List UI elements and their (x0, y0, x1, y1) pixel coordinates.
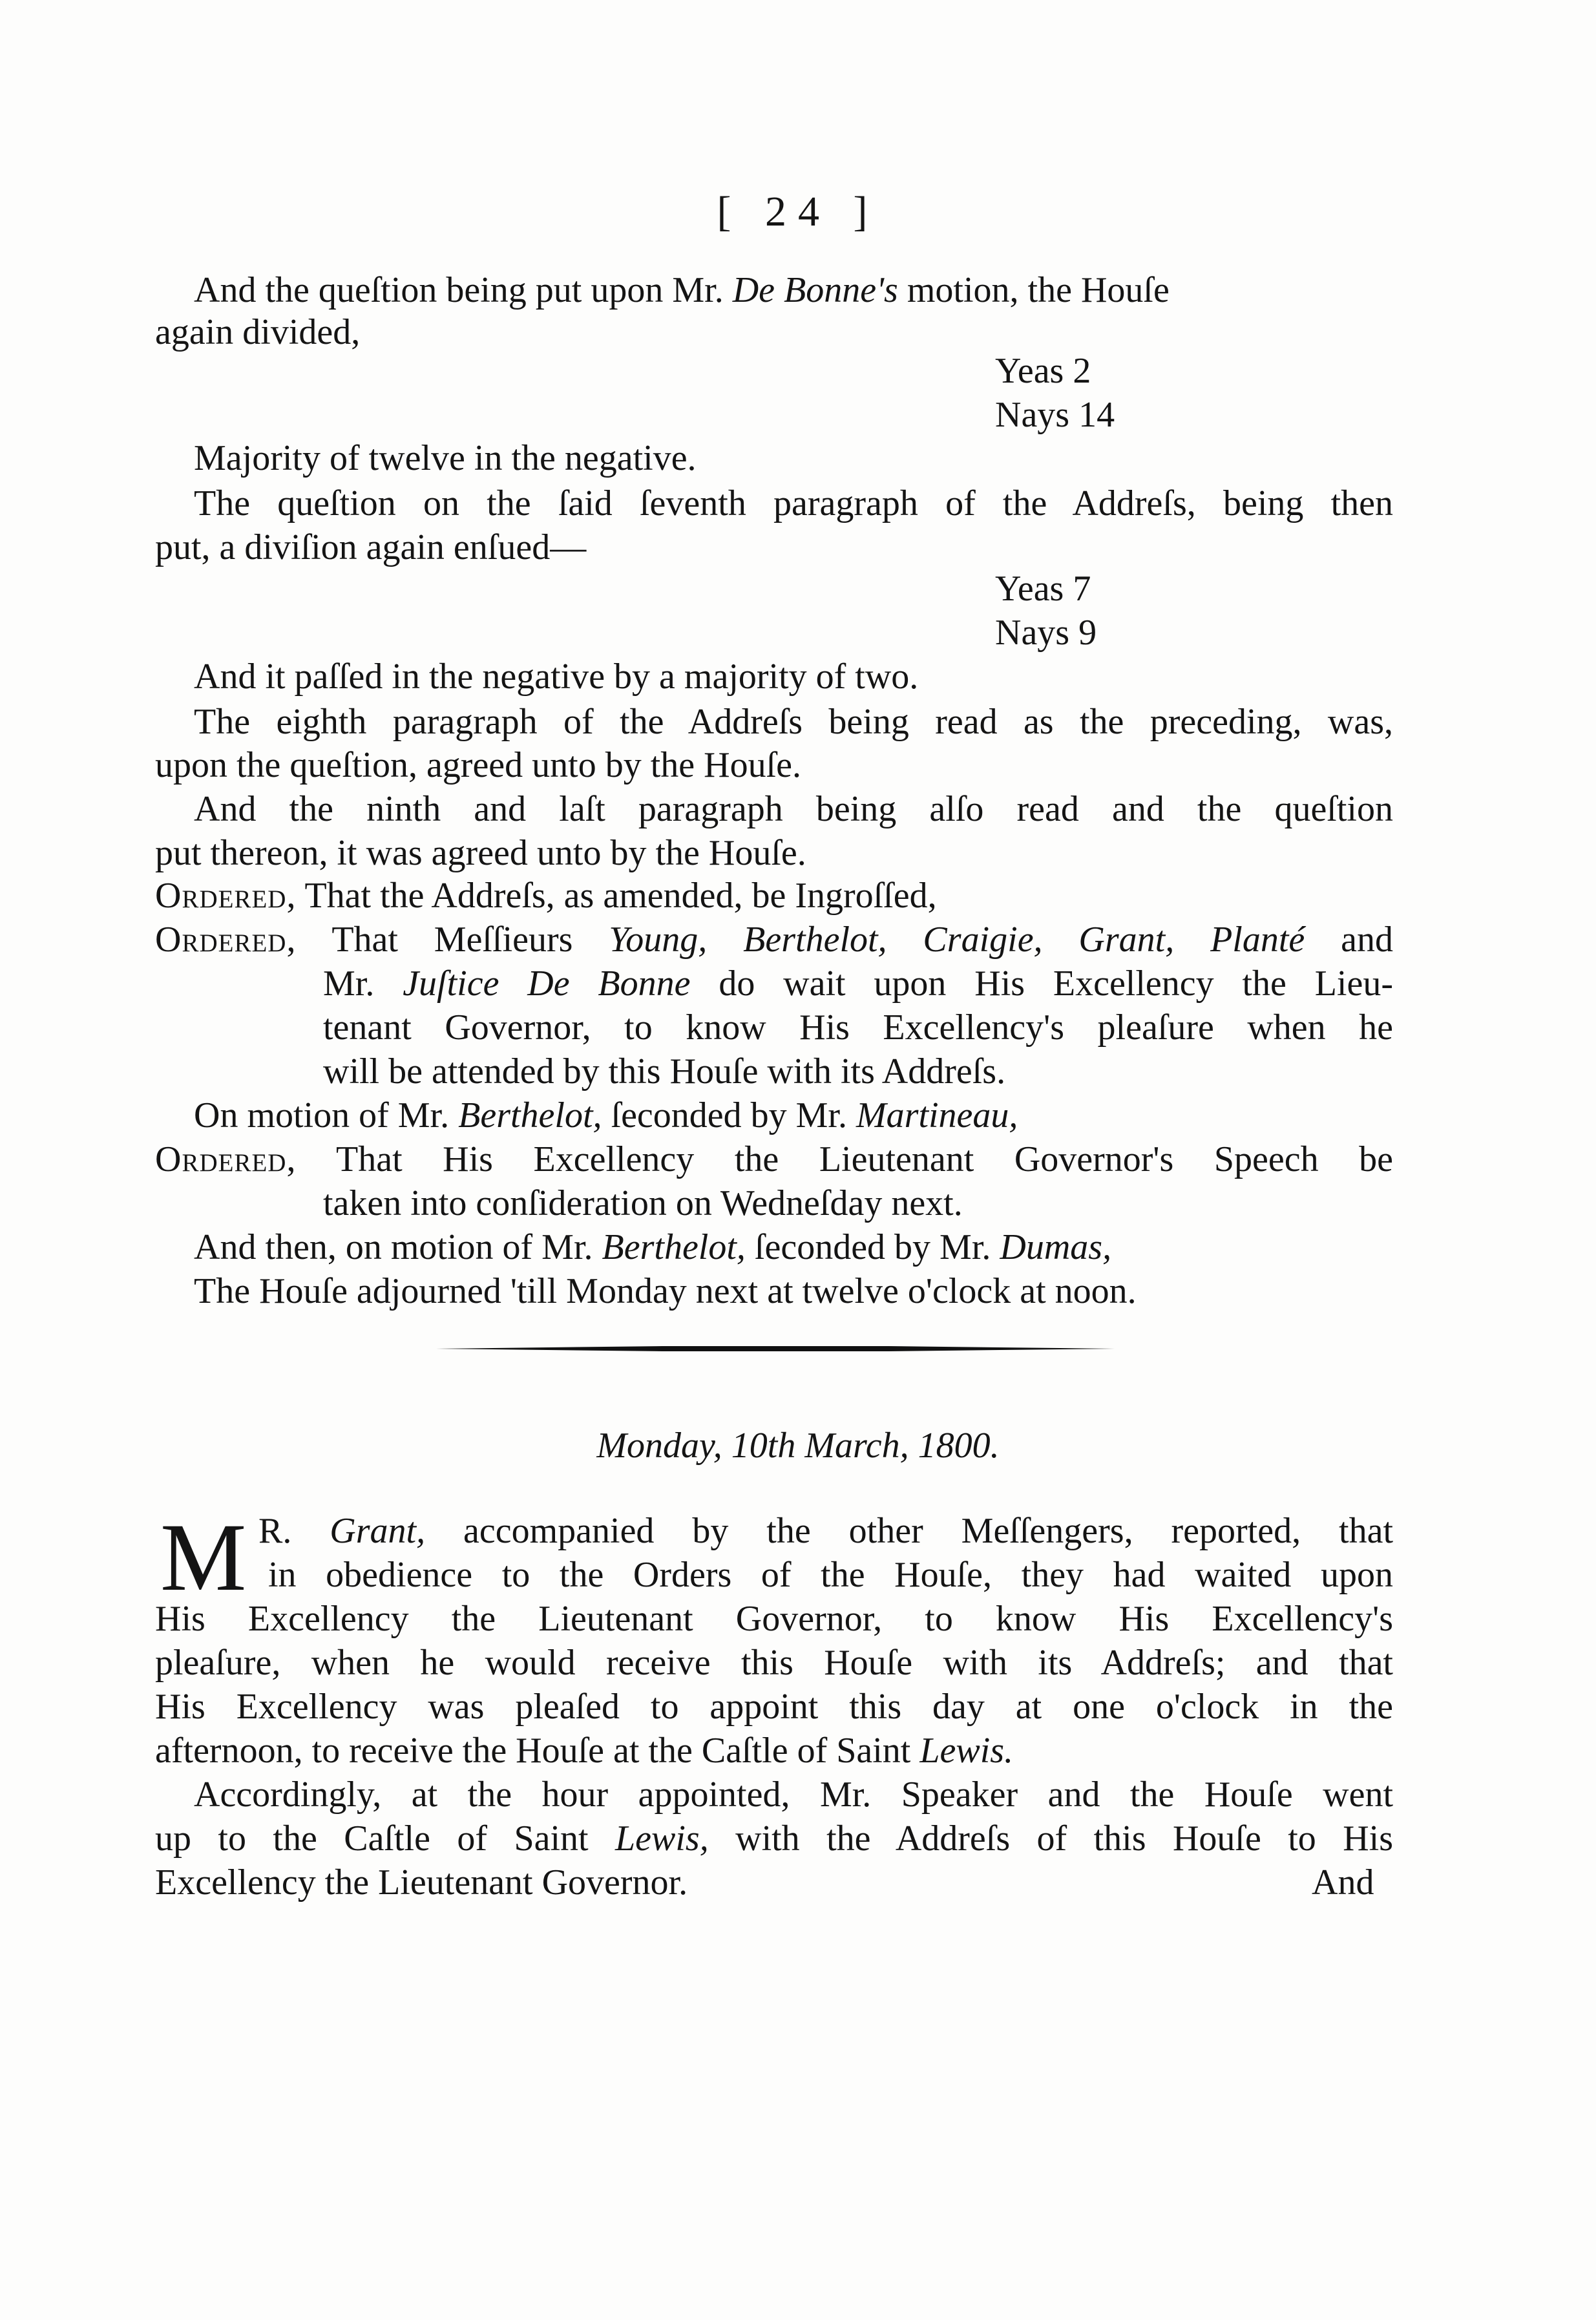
name-italic: Berthelot, (602, 1227, 746, 1267)
name-italic: Berthelot, (458, 1095, 602, 1135)
section-divider (436, 1345, 1115, 1352)
text-span: accompanied by the other Meſſengers, reported, that (425, 1511, 1393, 1551)
text-span: R. (258, 1511, 330, 1551)
name-italic: Lewis. (919, 1731, 1014, 1771)
order-line (155, 874, 937, 918)
text-line: pleaſure, when he would receive this Houſe with its Addreſs; and that (155, 1643, 1393, 1683)
text-line: in obedience to the Orders of the Houſe, they had waited upon (268, 1555, 1393, 1595)
date-heading: Monday, 10th March, 1800. (596, 1426, 1000, 1466)
text-span: with the Addreſs of this Houſe to His (708, 1819, 1393, 1859)
drop-cap: M (160, 1504, 247, 1611)
text-line: The queſtion on the ſaid ſeventh paragraph of the Addreſs, being then (194, 483, 1393, 523)
names-italic: Young, Berthelot, Craigie, Grant, Planté (609, 920, 1305, 960)
vote-yeas: Yeas 7 (995, 569, 1091, 609)
page-number: [ 24 ] (717, 188, 879, 235)
name-italic: Juſtice De Bonne (403, 964, 691, 1004)
adjourn-line: The Houſe adjourned 'till Monday next at twelve o'clock at noon. (194, 1271, 1137, 1311)
name-italic: De Bonne's (732, 270, 898, 310)
text-span: afternoon, to receive the Houſe at the Caſtle of Saint (155, 1731, 920, 1771)
vote-nays: Nays 9 (995, 613, 1097, 653)
text-line (194, 268, 1393, 312)
name-italic: Lewis, (615, 1819, 709, 1859)
motion-line (194, 1225, 1111, 1269)
text-line (258, 1509, 1393, 1553)
text-line: Accordingly, at the hour appointed, Mr. Speaker and the Houſe went (194, 1775, 1393, 1815)
ordered-label: Ordered, (155, 1139, 297, 1179)
text-span: ſeconded by Mr. (745, 1227, 1000, 1267)
text-line: His Excellency the Lieutenant Governor, to know His Excellency's (155, 1599, 1393, 1639)
text-span: And then, on motion of Mr. (194, 1227, 602, 1267)
text-line: upon the queſtion, agreed unto by the Houſe. (155, 745, 801, 785)
text-line: Majority of twelve in the negative. (194, 438, 697, 478)
text-line (155, 1817, 1393, 1861)
text-span: motion, the Houſe (898, 270, 1170, 310)
text-span: ſeconded by Mr. (602, 1095, 856, 1135)
text-line: The eighth paragraph of the Addreſs being read as the preceding, was, (194, 702, 1393, 742)
text-span: That the Addreſs, as amended, be Ingroſſed, (296, 876, 937, 916)
catchword: And (1312, 1862, 1374, 1903)
text-line: again divided, (155, 312, 361, 352)
text-span: That His Excellency the Lieutenant Governor's Speech be (296, 1139, 1393, 1179)
name-italic: Grant, (330, 1511, 426, 1551)
text-line: put thereon, it was agreed unto by the Houſe. (155, 833, 806, 873)
name-italic: Dumas, (1000, 1227, 1112, 1267)
text-span: Mr. (323, 964, 403, 1004)
vote-nays: Nays 14 (995, 395, 1115, 435)
name-italic: Martineau, (856, 1095, 1018, 1135)
order-line: taken into conſideration on Wedneſday next. (323, 1183, 963, 1223)
text-span: And the queſtion being put upon Mr. (194, 270, 733, 310)
text-span: and (1305, 920, 1393, 960)
text-span: do wait upon His Excellency the Lieu- (690, 964, 1393, 1004)
text-line: And the ninth and laſt paragraph being alſo read and the queſtion (194, 789, 1393, 829)
text-line (155, 1729, 1013, 1773)
order-line: tenant Governor, to know His Excellency's pleaſure when he (323, 1007, 1393, 1048)
text-span: up to the Caſtle of Saint (155, 1819, 615, 1859)
order-line (323, 962, 1393, 1006)
text-line: And it paſſed in the negative by a majority of two. (194, 657, 919, 697)
motion-line (194, 1093, 1018, 1137)
text-line: His Excellency was pleaſed to appoint this day at one o'clock in the (155, 1687, 1393, 1727)
text-line: put, a diviſion again enſued— (155, 527, 587, 567)
text-span: On motion of Mr. (194, 1095, 459, 1135)
order-line (155, 1137, 1393, 1181)
order-line (155, 918, 1393, 962)
ordered-label: Ordered, (155, 920, 297, 960)
order-line: will be attended by this Houſe with its Addreſs. (323, 1051, 1006, 1091)
text-span: That Meſſieurs (296, 920, 609, 960)
text-line: Excellency the Lieutenant Governor. (155, 1862, 688, 1903)
ordered-label: Ordered, (155, 876, 297, 916)
vote-yeas: Yeas 2 (995, 351, 1091, 391)
